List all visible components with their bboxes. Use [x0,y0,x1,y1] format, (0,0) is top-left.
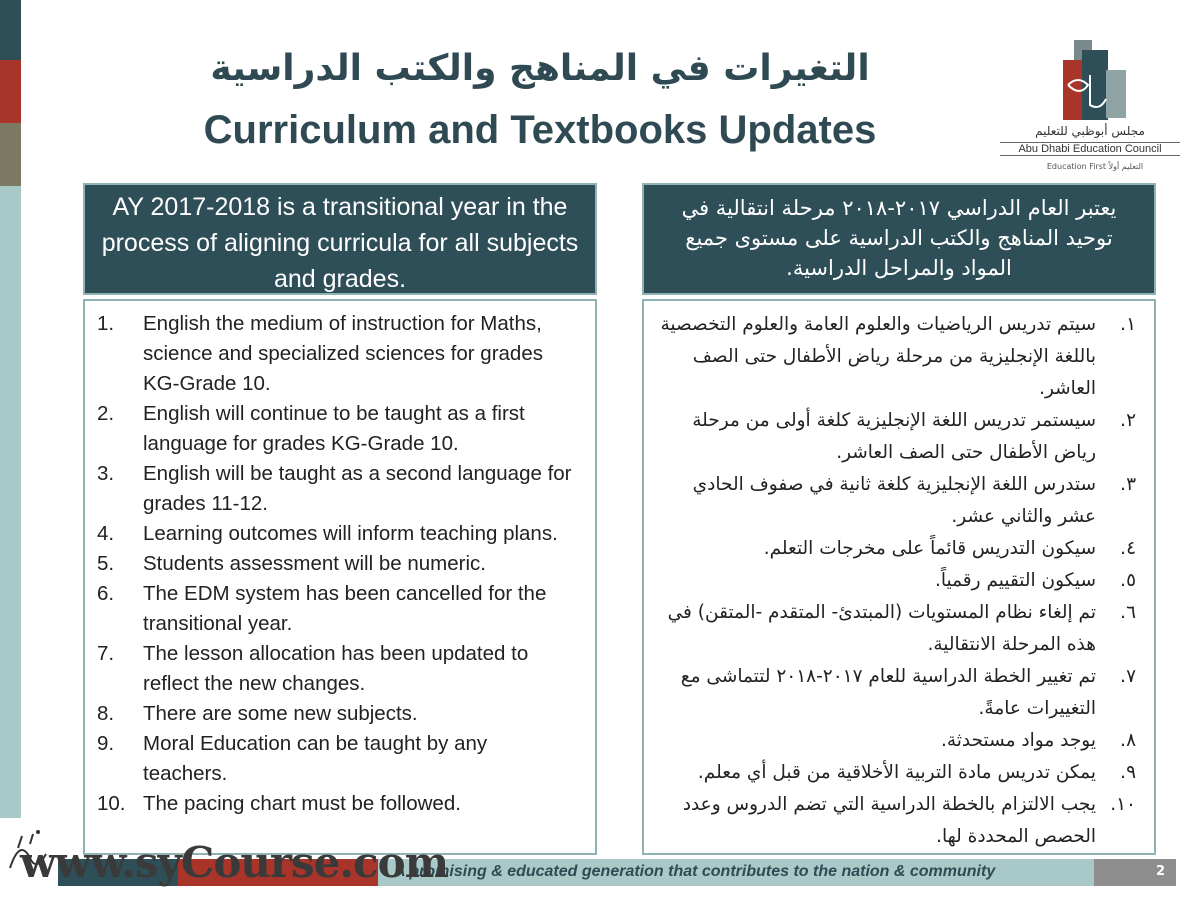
list-item-text: English will be taught as a second language for grades 11-12. [143,462,572,515]
list-item [658,405,1136,469]
list-item-text: The lesson allocation has been updated to reflect the new changes. [143,642,529,695]
list-item-text: سيستمر تدريس اللغة الإنجليزية كلغة أولى من مرحلة رياض الأطفال حتى الصف العاشر. [692,410,1096,463]
list-item-text: سيتم تدريس الرياضيات والعلوم العامة والعلوم التخصصية باللغة الإنجليزية من مرحلة رياض الأطفال حتى الصف العاشر. [660,314,1096,399]
list-item [658,309,1136,405]
list-item-number: 8. [97,702,115,725]
list-item [97,549,575,579]
list-item [658,789,1136,853]
list-item-number: ٤. [1120,538,1136,559]
list-item-number: ٩. [1120,762,1136,783]
list-item-number: 9. [97,732,115,755]
logo-org-arabic: مجلس أبوظبي للتعليم [1035,124,1145,138]
list-item-number: ١. [1120,314,1136,335]
list-item [97,789,575,819]
list-item [97,519,575,549]
list-item-text: ستدرس اللغة الإنجليزية كلغة ثانية في صفوف الحادي عشر والثاني عشر. [692,474,1096,527]
list-item-text: Learning outcomes will inform teaching plans. [143,522,558,545]
logo-org-english: Abu Dhabi Education Council [1000,142,1180,156]
list-item [658,469,1136,533]
list-item-number: 2. [97,402,115,425]
list-item-text: The pacing chart must be followed. [143,792,461,815]
list-item [97,729,575,789]
list-item-number: 5. [97,552,115,575]
list-item-text: تم تغيير الخطة الدراسية للعام ٢٠١٧-٢٠١٨ لتتماشى مع التغييرات عامةً. [680,666,1096,719]
list-box-english [83,299,597,855]
list-item-text: يجب الالتزام بالخطة الدراسية التي تضم الدروس وعدد الحصص المحددة لها. [682,794,1096,847]
list-item [97,699,575,729]
page-number: 2 [1156,864,1166,879]
numbered-list-english [97,309,575,819]
list-item-text: The EDM system has been cancelled for the transitional year. [143,582,547,635]
list-item [97,639,575,699]
list-item-text: Students assessment will be numeric. [143,552,486,575]
list-item-text: سيكون التقييم رقمياً. [935,570,1096,591]
header-box-arabic: يعتبر العام الدراسي ٢٠١٧-٢٠١٨ مرحلة انتقالية في توحيد المناهج والكتب الدراسية على مستوى جميع المواد والمراحل الدراسية. [642,183,1156,295]
list-item-number: 6. [97,582,115,605]
list-item-text: يمكن تدريس مادة التربية الأخلاقية من قبل أي معلم. [697,762,1096,783]
footer-slogan: A promising & educated generation that contributes to the nation & community [394,863,996,880]
list-item-number: 4. [97,522,115,545]
list-item-text: There are some new subjects. [143,702,418,725]
list-item [658,533,1136,565]
list-item-text: سيكون التدريس قائماً على مخرجات التعلم. [763,538,1096,559]
list-item-number: 7. [97,642,115,665]
list-item [97,309,575,399]
list-item [658,757,1136,789]
list-item [97,459,575,519]
list-item [658,565,1136,597]
list-item-text: English will continue to be taught as a first language for grades KG-Grade 10. [143,402,525,455]
list-item-number: ٥. [1120,570,1136,591]
color-strip-teal [0,186,21,818]
list-item-text: Moral Education can be taught by any teachers. [143,732,488,785]
list-item-number: 1. [97,312,115,335]
page-title-arabic: التغيرات في المناهج والكتب الدراسية [210,48,870,89]
list-item-number: ٧. [1120,666,1136,687]
header-box-english: AY 2017-2018 is a transitional year in the process of aligning curricula for all subjects and grades. [83,183,597,295]
list-item [97,399,575,459]
adec-logo-icon [1008,30,1180,180]
list-item-text: يوجد مواد مستحدثة. [940,730,1096,751]
list-item-number: ٦. [1120,602,1136,623]
page-title-english: Curriculum and Textbooks Updates [203,108,877,152]
list-box-arabic [642,299,1156,855]
list-item-number: ٢. [1120,410,1136,431]
list-item-number: ١٠. [1110,794,1136,815]
list-item-number: 10. [97,792,126,815]
list-item [97,579,575,639]
logo-tagline: Education First التعليم أولاً [1046,162,1144,171]
site-watermark: www.syCourse.com [20,838,449,887]
color-strip-dark [0,0,21,60]
color-strip-red [0,60,21,123]
numbered-list-arabic [658,309,1136,853]
list-item-number: ٨. [1120,730,1136,751]
list-item-number: 3. [97,462,115,485]
list-item-text: تم إلغاء نظام المستويات (المبتدئ- المتقدم -المتقن) في هذه المرحلة الانتقالية. [667,602,1096,655]
list-item [658,661,1136,725]
list-item [658,597,1136,661]
list-item-text: English the medium of instruction for Maths, science and specialized sciences for grades KG-Grade 10. [143,312,543,395]
list-item [658,725,1136,757]
color-strip-olive [0,123,21,186]
list-item-number: ٣. [1120,474,1136,495]
